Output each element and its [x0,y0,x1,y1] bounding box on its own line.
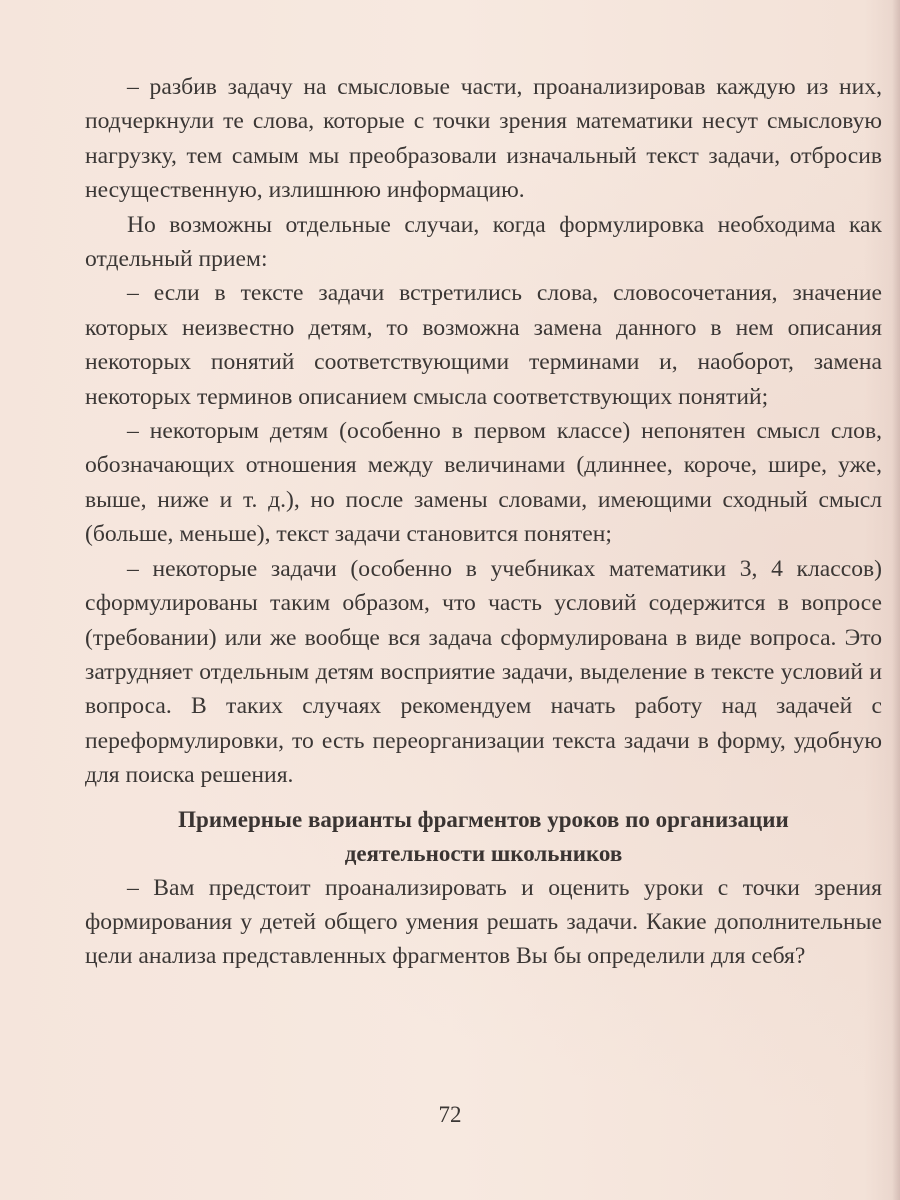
section-heading-line-2: деятельности школьников [344,840,623,866]
paragraph-relation-words: – некоторым детям (особенно в первом классе) непонятен смысл слов, обозначающих отношения между величинами (длиннее, короче, шире, уже, выше, ниже и т. д.), но после замены словами, имеющими сходный смысл (больше, меньше), текст задачи становится понятен; [85,418,882,548]
paragraph-unknown-words: – если в тексте задачи встретились слова, словосочетания, значение которых неизвестно детям, то возможна замена данного в нем описания некоторых понятий соответствующими терминами и, наоборот, замена некоторых терминов описанием смысла соответствующих понятий; [85,280,882,410]
page-edge-shadow [892,0,900,1200]
paragraph-reformulation: – некоторые задачи (особенно в учебниках математики 3, 4 классов) сформулированы таким образом, что часть условий содержится в вопросе (требовании) или же вообще вся задача сформулирована в виде вопроса. Это затрудняет отдельным детям восприятие задачи, выделение в тексте условий и вопроса. В таких случаях рекомендуем начать работу над задачей с переформулировки, то есть переорганизации текста задачи в форму, удобную для поиска решения. [85,555,882,789]
page-number: 72 [438,1102,462,1127]
page-body-text [85,70,882,974]
section-heading-line-1: Примерные варианты фрагментов уроков по организации [178,806,789,832]
paragraph-lesson-analysis: – Вам предстоит проанализировать и оценить уроки с точки зрения формирования у детей общего умения решать задачи. Какие дополнительные цели анализа представленных фрагментов Вы бы определили для себя? [85,874,882,970]
paragraph-special-cases: Но возможны отдельные случаи, когда формулировка необходима как отдельный прием: [85,211,882,273]
section-heading [85,797,882,871]
paragraph-text-analysis: – разбив задачу на смысловые части, проанализировав каждую из них, подчеркнули те слова, которые с точки зрения математики несут смысловую нагрузку, тем самым мы преобразовали изначальный текст задачи, отбросив несущественную, излишнюю информацию. [85,74,882,204]
